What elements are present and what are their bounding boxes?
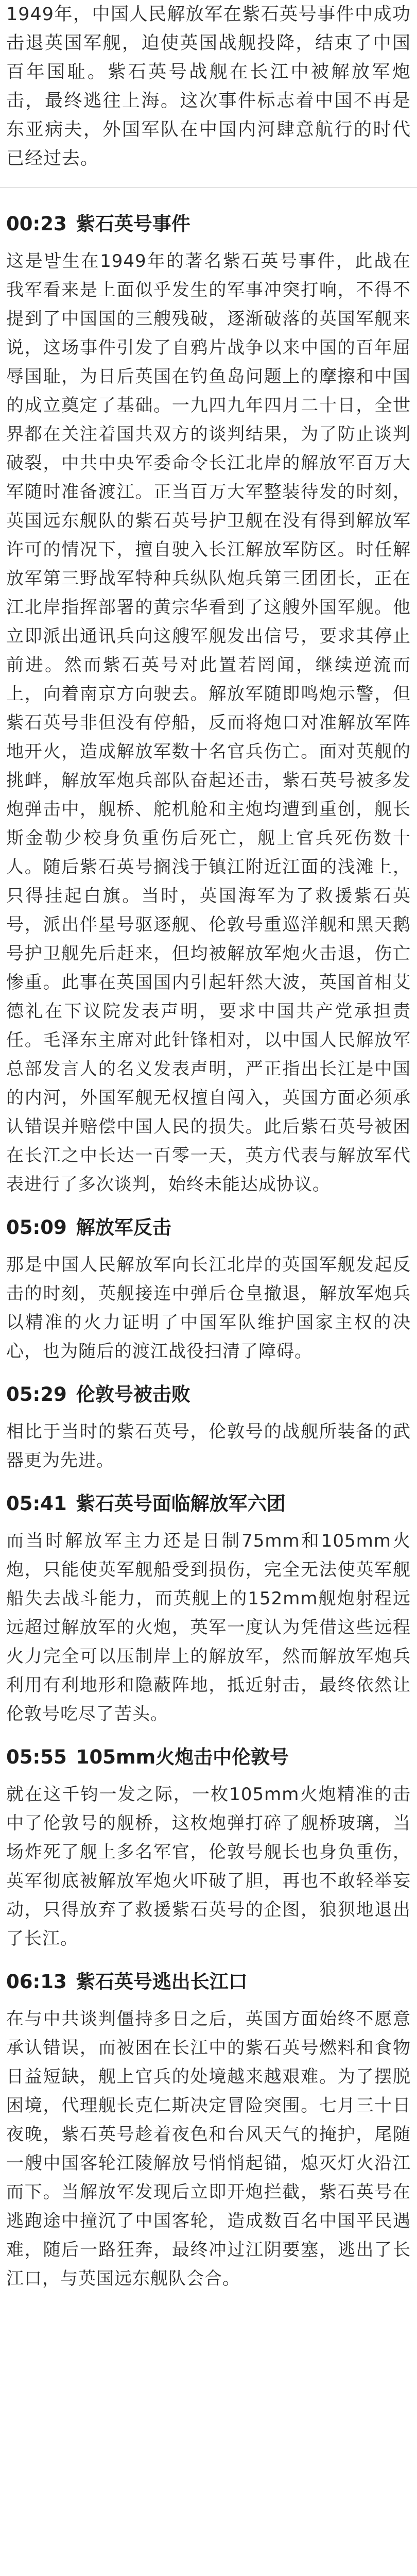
section-1 <box>6 211 411 1199</box>
section-title: 解放军反击 <box>76 1216 171 1239</box>
section-text: 而当时解放军主力还是日制75mm和105mm火炮，只能使英军舰船受到损伤，完全无法使英军舰船失去战斗能力，而英舰上的152mm舰炮射程远远超过解放军的火炮，英军一度认为凭借这些远程火力完全可以压制岸上的解放军，然而解放军炮兵利用有利地形和隐蔽阵地，抵近射击，最终依然让伦敦号吃尽了苦头。 <box>6 1531 411 1724</box>
section-text: 这是발生在1949年的著名紫石英号事件，此战在我军看来是上面似乎发生的军事冲突打响，不得不提到了中国国的三艘残破，逐渐破落的英国军舰来说，这场事件引发了自鸦片战争以来中国的百年屈辱国耻，为日后英国在钓鱼岛问题上的摩擦和中国的成立奠定了基础。一九四九年四月二十日，全世界都在关注着国共双方的谈判结果，为了防止谈判破裂，中共中央军委命令长江北岸的解放军百万大军随时准备渡江。正当百万大军整装待发的时刻，英国远东舰队的紫石英号护卫舰在没有得到解放军许可的情况下，擅自驶入长江解放军防区。时任解放军第三野战军特种兵纵队炮兵第三团团长，正在江北岸指挥部署的黄宗华看到了这艘外国军舰。他立即派出通讯兵向这艘军舰发出信号，要求其停止前进。然而紫石英号对此置若罔闻，继续逆流而上，向着南京方向驶去。解放军随即鸣炮示警，但紫石英号非但没有停船，反而将炮口对准解放军阵地开火，造成解放军数十名官兵伤亡。面对英舰的挑衅，解放军炮兵部队奋起还击，紫石英号被多发炮弹击中，舰桥、舵机舱和主炮均遭到重创，舰长斯金勒少校身负重伤后死亡，舰上官兵死伤数十人。随后紫石英号搁浅于镇江附近江面的浅滩上，只得挂起白旗。当时，英国海军为了救援紫石英号，派出伴星号驱逐舰、伦敦号重巡洋舰和黑天鹅号护卫舰先后赶来，但均被解放军炮火击退，伤亡惨重。此事在英国国内引起轩然大波，英国首相艾德礼在下议院发表声明，要求中国共产党承担责任。毛泽东主席对此针锋相对，以中国人民解放军总部发言人的名义发表声明，严正指出长江是中国的内河，外国军舰无权擅自闯入，英国方面必须承认错误并赔偿中国人民的损失。此后紫石英号被困在长江之中长达一百零一天，英方代表与解放军代表进行了多次谈判，始终未能达成协议。 <box>6 251 411 1195</box>
section-heading[interactable] <box>6 1744 411 1771</box>
section-3 <box>6 1381 411 1475</box>
section-timestamp[interactable]: 05:41 <box>6 1493 67 1515</box>
section-text: 相比于当时的紫石英号，伦敦号的战舰所装备的武器更为先进。 <box>6 1421 411 1471</box>
section-6 <box>6 1969 411 2293</box>
section-title: 紫石英号逃出长江口 <box>76 1971 248 1993</box>
section-text: 就在这千钧一发之际，一枚105mm火炮精准的击中了伦敦号的舰桥，这枚炮弹打碎了舰桥玻璃，当场炸死了舰上多名军官，伦敦号舰长也身负重伤，英军彻底被解放军炮火吓破了胆，再也不敢轻举妄动，只得放弃了救援紫石英号的企图，狼狈地退出了长江。 <box>6 1784 411 1949</box>
section-5 <box>6 1744 411 1953</box>
section-heading[interactable] <box>6 1490 411 1517</box>
section-4 <box>6 1490 411 1728</box>
section-text: 在与中共谈判僵持多日之后，英国方面始终不愿意承认错误，而被困在长江中的紫石英号燃料和食物日益短缺，舰上官兵的处境越来越艰难。为了摆脱困境，代理舰长克仁斯决定冒险突围。七月三十日夜晚，紫石英号趁着夜色和台风天气的掩护，尾随一艘中国客轮江陵解放号悄悄起锚，熄灭灯火沿江而下。当解放军发现后立即开炮拦截，紫石英号在逃跑途中撞沉了中国客轮，造成数百名中国平民遇难，随后一路狂奔，最终冲过江阴要塞，逃出了长江口，与英国远东舰队会合。 <box>6 2009 411 2289</box>
section-2 <box>6 1214 411 1366</box>
section-timestamp[interactable]: 00:23 <box>6 213 67 235</box>
section-heading[interactable] <box>6 211 411 238</box>
section-heading[interactable] <box>6 1381 411 1408</box>
section-timestamp[interactable]: 06:13 <box>6 1971 67 1993</box>
section-timestamp[interactable]: 05:09 <box>6 1216 67 1239</box>
section-timestamp[interactable]: 05:55 <box>6 1746 67 1768</box>
section-text: 那是中国人民解放军向长江北岸的英国军舰发起反击的时刻，英舰接连中弹后仓皇撤退，解放军炮兵以精准的火力证明了中国军队维护国家主权的决心，也为随后的渡江战役扫清了障碍。 <box>6 1255 411 1362</box>
section-title: 伦敦号被击败 <box>76 1383 190 1405</box>
section-title: 105mm火炮击中伦敦号 <box>76 1746 289 1768</box>
intro-paragraph: 1949年，中国人民解放军在紫石英号事件中成功击退英国军舰，迫使英国战舰投降，结束了中国百年国耻。紫石英号战舰在长江中被解放军炮击，最终逃往上海。这次事件标志着中国不再是东亚病夫，外国军队在中国内河肆意航行的时代已经过去。 <box>6 4 411 169</box>
section-title: 紫石英号面临解放军六团 <box>76 1493 286 1515</box>
section-heading[interactable] <box>6 1214 411 1241</box>
section-timestamp[interactable]: 05:29 <box>6 1383 67 1405</box>
section-heading[interactable] <box>6 1969 411 1995</box>
section-title: 紫石英号事件 <box>76 213 190 235</box>
